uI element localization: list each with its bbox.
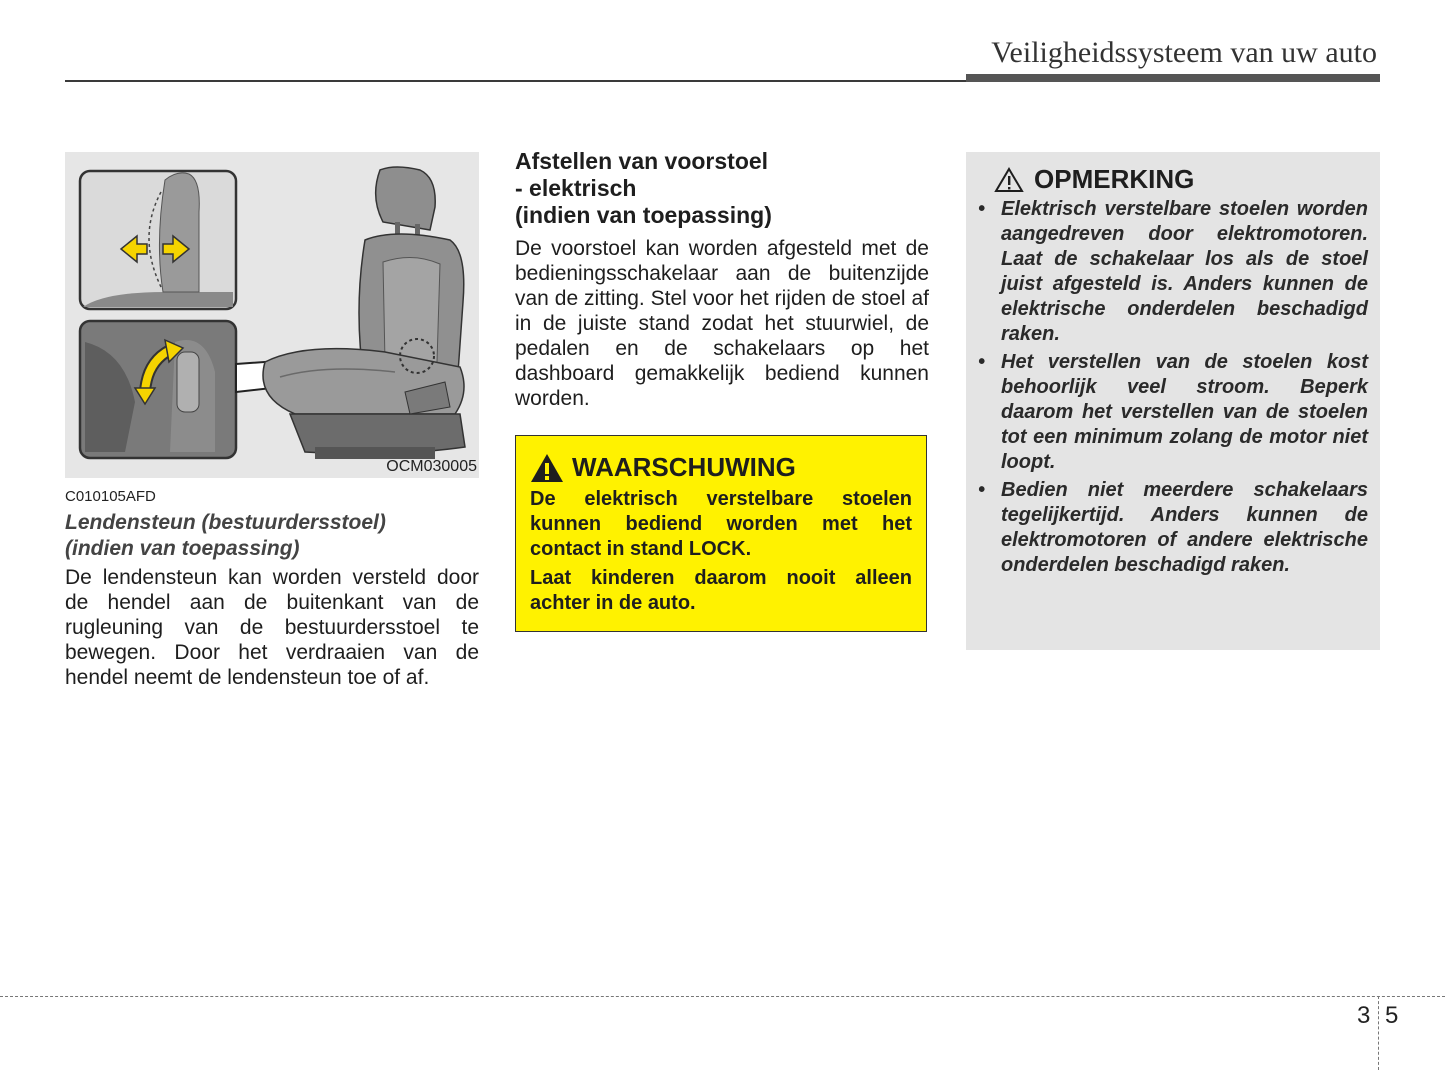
- warning-title: WAARSCHUWING: [572, 452, 796, 482]
- power-seat-text: De voorstoel kan worden afgesteld met de bedieningsschakelaar aan de buitenzijde van de zitting. Stel voor het rijden de stoel af in de juiste stand zodat het stuurwiel, de pedalen en de schakelaars op het dashboard gemakkelijk bediend kunnen worden.: [515, 237, 929, 410]
- lumbar-support-text: De lendensteun kan worden versteld door de hendel aan de buitenkant van de rugleuning van de bestuurdersstoel te bewegen. Door het verdraaien van de hendel neemt de lendensteun toe of af.: [65, 566, 479, 689]
- page-header-title: Veiligheidssysteem van uw auto: [991, 36, 1377, 69]
- warning-paragraph-2: Laat kinderen daarom nooit alleen achter in de auto.: [530, 567, 912, 614]
- footer-divider: [0, 996, 1445, 997]
- seat-drawing: [65, 152, 479, 478]
- bullet: •: [978, 198, 986, 220]
- chapter-number: 3: [1357, 1002, 1371, 1029]
- note-item: • Bedien niet meerdere schakelaars tegelijkertijd. Anders kunnen de elektromotoren of andere elektrische onderdelen beschadigd raken.: [978, 479, 1368, 576]
- seat-illustration: [65, 152, 479, 478]
- note-item: • Elektrisch verstelbare stoelen worden aangedreven door elektromotoren. Laat de schakelaar los als de stoel juist afgesteld is. Anders kunnen de elektrische onderdelen beschadigd raken.: [978, 198, 1368, 345]
- reference-code: C010105AFD: [65, 488, 156, 505]
- power-seat-heading: Afstellen van voorstoel - elektrisch (indien van toepassing): [515, 148, 772, 228]
- page-number-divider: [1378, 996, 1379, 1070]
- note-box: [966, 152, 1380, 650]
- warning-triangle-icon: [530, 453, 564, 483]
- page-number: 5: [1385, 1002, 1399, 1029]
- caution-triangle-icon: [994, 167, 1024, 193]
- bullet: •: [978, 479, 986, 501]
- note-item: • Het verstellen van de stoelen kost behoorlijk veel stroom. Beperk daarom het verstellen van de stoelen tot een minimum zolang de motor niet loopt.: [978, 351, 1368, 473]
- warning-paragraph-1: De elektrisch verstelbare stoelen kunnen bediend worden met het contact in stand LOCK.: [530, 488, 912, 560]
- lumbar-support-heading: Lendensteun (bestuurdersstoel) (indien van toepassing): [65, 511, 386, 560]
- seat-body: [263, 167, 465, 459]
- header-rule-accent: [966, 74, 1380, 82]
- warning-box: [515, 435, 927, 632]
- figure-code: OCM030005: [386, 458, 477, 475]
- note-title: OPMERKING: [1034, 164, 1195, 194]
- bullet: •: [978, 351, 986, 373]
- note-list: [978, 197, 1368, 578]
